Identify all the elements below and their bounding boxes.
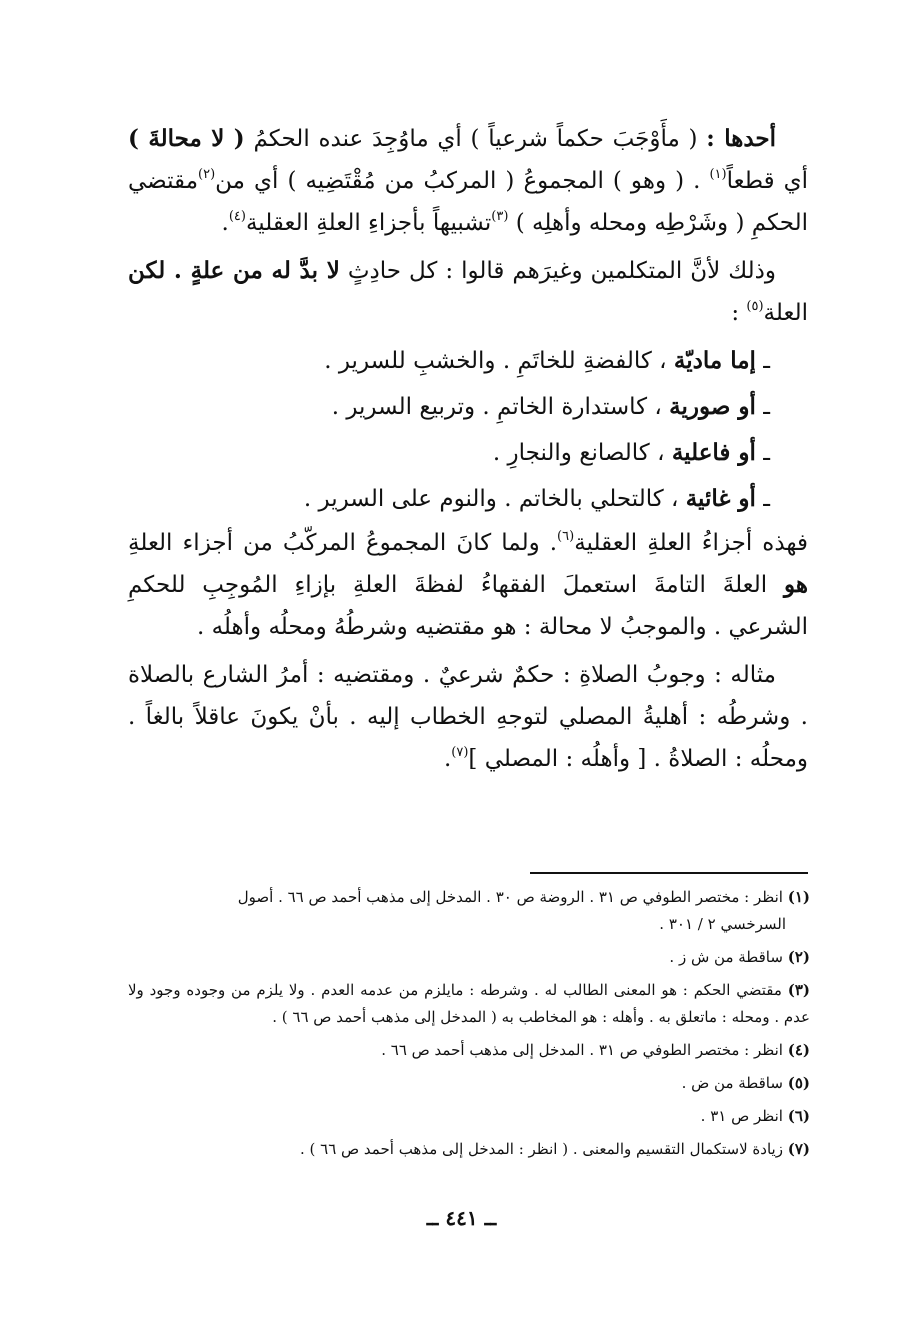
paragraph-definition: أحدها : ( مأَوْجَبَ حكماً شرعياً ) أي ماوُجِدَ عنده الحكمُ ( لا محالةَ ) أي قطعاً$^{(١)}$ . ( وهو ) المجموعُ ( المركبُ من مُقْتَضِيه ) أي من$^{(٢)}$مقتضي الحكمِ ( وشَرْطِه ومحله وأهلِه ) $^{(٣)}$تشبيهاً بأجزاءِ العلةِ العقلية$^{(٤)}$. (128, 125, 809, 236)
footnote-7: (٧) زيادة لاستكمال التقسيم والمعنى . ( انظر : المدخل إلى مذهب أحمد ص ٦٦ ) . (299, 1140, 810, 1158)
footnote-ref-5[interactable]: (٥) (746, 299, 764, 314)
footnote-3: (٣) مقتضي الحكم : هو المعنى الطالب له . وشرطه : مايلزم من عدمه العدم . ولا يلزم من وجوده وجود ولا عدم . ومحله : ماتعلق به . وأهله : هو المخاطب به ( المدخل إلى مذهب أحمد ص ٦٦ ) . (128, 981, 810, 1026)
footnote-5: (٥) ساقطة من ض . (681, 1074, 810, 1092)
footnote-ref-6[interactable]: (٦) (557, 529, 575, 544)
footnote-1: (١) انظر : مختصر الطوفي ص ٣١ . الروضة ص ٣٠ . المدخل إلى مذهب أحمد ص ٦٦ . أصول السرخسي ٢ / ٣٠١ . (237, 888, 810, 933)
footnote-4: (٤) انظر : مختصر الطوفي ص ٣١ . المدخل إلى مذهب أحمد ص ٦٦ . (381, 1041, 810, 1059)
footnote-ref-2[interactable]: (٢) (198, 167, 216, 182)
paragraph-example: مثاله : وجوبُ الصلاةِ : حكمٌ شرعيٌ . ومقتضيه : أمرُ الشارع بالصلاة . وشرطُه : أهليةُ المصلي لتوجهِ الخطاب إليه . بأنْ يكونَ عاقلاً بالغاً . ومحلُه : الصلاةُ . [ وأهلُه : المصلي ]$^{(٧)}$. (128, 662, 808, 772)
paragraph-complete-cause: فهذه أجزاءُ العلةِ العقلية$^{(٦)}$. ولما كانَ المجموعُ المركّبُ من أجزاء العلةِ هو العلةَ التامةَ استعملَ الفقهاءُ لفظةَ العلةِ بإزاءِ المُوجِبِ للحكمِ الشرعي . والموجبُ لا محالة : هو مقتضيه وشرطُهُ ومحلُه وأهلُه . (128, 529, 809, 640)
page-number: ــ ٤٤١ ــ (426, 1206, 497, 1230)
footnote-6: (٦) انظر ص ٣١ . (700, 1107, 810, 1125)
list-item-formal-cause: ـ أو صورية ، كاستدارة الخاتمِ . وتربيع السرير . (331, 393, 770, 420)
main-text (128, 118, 808, 780)
footnotes (128, 884, 810, 1169)
footnote-ref-4[interactable]: (٤) (228, 209, 246, 224)
paragraph-causes-intro: وذلك لأنَّ المتكلمين وغيرَهم قالوا : كل حادِثٍ لا بدَّ له من علةٍ . لكن العلة$^{(٥)}$ : (128, 257, 808, 326)
footnote-ref-1[interactable]: (١) (709, 167, 727, 182)
list-item-efficient-cause: ـ أو فاعلية ، كالصانع والنجارِ . (492, 439, 770, 466)
footnote-separator (530, 872, 808, 874)
list-item-final-cause: ـ أو غائية ، كالتحلي بالخاتم . والنوم على السرير . (303, 485, 770, 512)
causes-list (128, 338, 808, 522)
footnote-ref-7[interactable]: (٧) (451, 745, 469, 760)
footnote-2: (٢) ساقطة من ش ز . (669, 948, 810, 966)
list-item-material-cause: ـ إما ماديّة ، كالفضةِ للخاتَمِ . والخشبِ للسرير . (324, 347, 770, 374)
lead-word: أحدها : (706, 125, 777, 152)
footnote-ref-3[interactable]: (٣) (491, 209, 509, 224)
